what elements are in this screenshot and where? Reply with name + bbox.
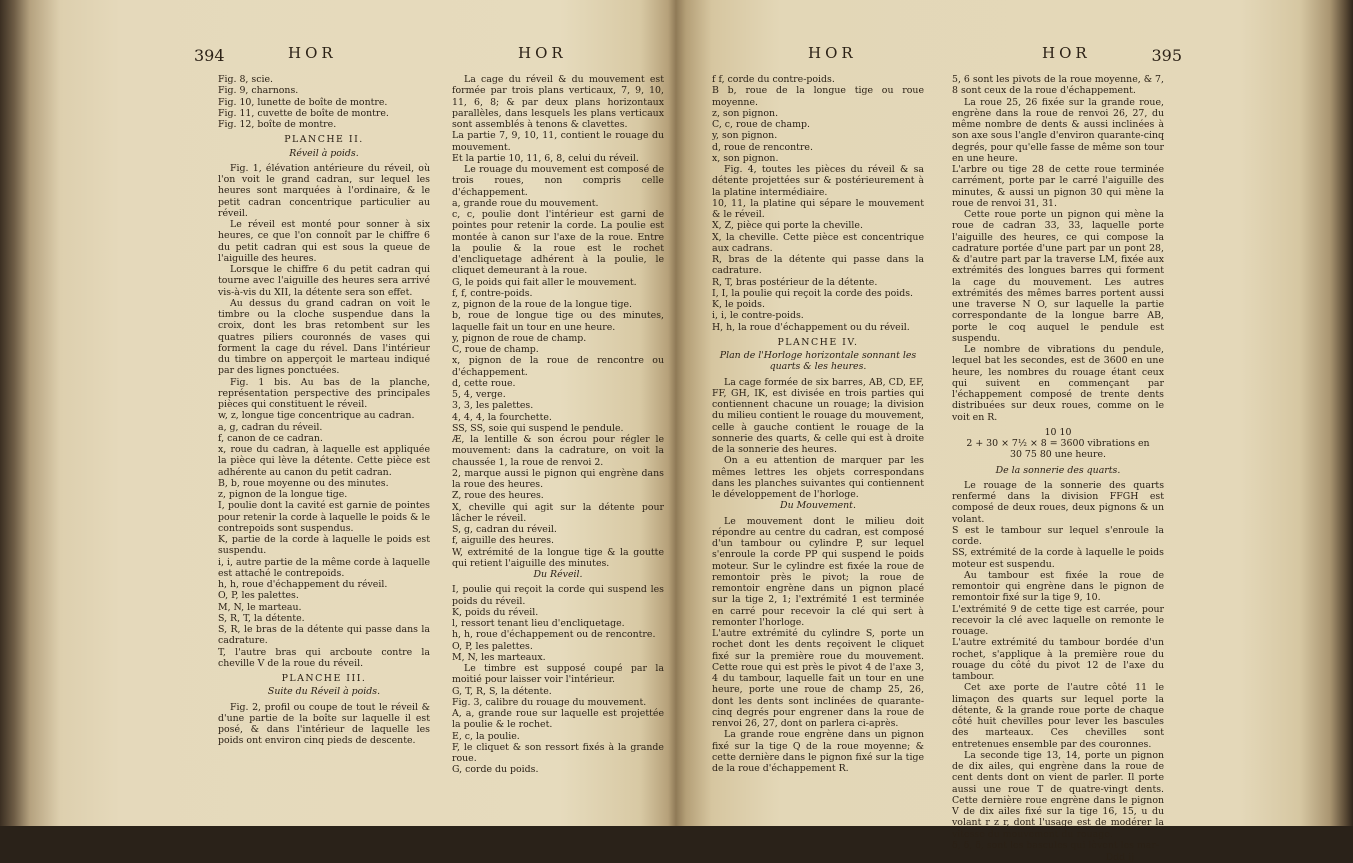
text-line: De la sonnerie des quarts. <box>995 464 1121 476</box>
text-line: M, N, le marteau. <box>218 601 302 613</box>
text-line: Le rouage du mouvement est composé de trois roues, non compris celle d'échappement. <box>452 164 664 198</box>
left-running-head <box>194 44 666 74</box>
formula-top: 10 10 <box>1044 426 1072 438</box>
vibration-formula <box>952 427 1164 461</box>
text-line: M, N, les marteaux. <box>452 651 546 663</box>
text-line: 4, 4, 4, la fourchette. <box>452 411 552 423</box>
right-running-head <box>712 44 1182 74</box>
text-line: On a eu attention de marquer par les mêmes lettres les objets correspondans dans les planches suivantes qui contiennent le développement de l'horloge. <box>712 455 924 500</box>
text-line: B, b, roue moyenne ou des minutes. <box>218 477 389 489</box>
text-line: 10, 11, la platine qui sépare le mouvement & le réveil. <box>712 197 924 220</box>
text-line: 3, 3, les palettes. <box>452 400 534 412</box>
text-line: Z, roue des heures. <box>452 490 544 502</box>
text-line: Le mouvement dont le milieu doit répondre au centre du cadran, est composé d'un tambour ou cylindre P, sur lequel s'enroule la corde PP qui suspend le poids moteur. Sur le cylindre est fixée la roue de remontoir près le pivot; la roue de remontoir engrène dans un pignon placé sur la tige 2, 1; l'extrémité 1 est terminée en carré pour recevoir la clé qui sert à remonter l'horloge. <box>712 515 924 628</box>
text-line: Fig. 9, charnons. <box>218 85 299 97</box>
text-line: x, roue du cadran, à laquelle est appliquée la pièce qui lève la détente. Cette pièce est adhérente au canon du petit cadran. <box>218 444 430 478</box>
text-line: Plan de l'Horloge horizontale sonnant les quarts & les heures. <box>719 350 917 373</box>
text-line: L'arbre ou tige 28 de cette roue terminée carrément, porte par le carré l'aiguille des minutes, & aussi un pignon 30 qui mène la roue de renvoi 31, 31. <box>952 164 1164 209</box>
text-line: f f, corde du contre-poids. <box>712 74 835 85</box>
text-line: W, extrémité de la longue tige & la goutte qui retient l'aiguille des minutes. <box>452 546 664 569</box>
text-line: y, pignon de roue de champ. <box>452 332 587 344</box>
text-line: Æ, la lentille & son écrou pour régler le mouvement: dans la cadrature, on voit la chaussée 1, la roue de renvoi 2. <box>452 434 664 468</box>
text-line: 2, marque aussi le pignon qui engrène dans la roue des heures. <box>452 467 664 490</box>
text-line: δ, δ, δ, sont les bascules qui lèvent les mar- <box>952 839 1160 851</box>
text-line: PLANCHE III. <box>281 673 367 684</box>
text-line: f, canon de ce cadran. <box>218 432 323 444</box>
text-line: La partie 7, 9, 10, 11, contient le rouage du mouvement. <box>452 130 664 153</box>
text-line: Fig. 11, cuvette de boîte de montre. <box>218 107 389 119</box>
text-line: SS, extrémité de la corde à laquelle le poids moteur est suspendu. <box>952 547 1164 570</box>
text-line: La grande roue engrène dans un pignon fixé sur la tige Q de la roue moyenne; & cette dernière dans le pignon fixé sur la tige de la roue d'échappement R. <box>712 729 924 774</box>
text-line: f, aiguille des heures. <box>452 535 555 547</box>
text-line: z, pignon de la longue tige. <box>218 489 348 500</box>
text-line: L'extrémité 9 de cette tige est carrée, pour recevoir la clé avec laquelle on remonte le rouage. <box>952 603 1164 637</box>
text-line: d, cette roue. <box>452 377 516 389</box>
text-line: I, I, la poulie qui reçoit la corde des poids. <box>712 287 914 299</box>
left-page-number: 394 <box>194 46 225 65</box>
text-line: G, T, R, S, la détente. <box>452 685 552 697</box>
text-line: SS, SS, soie qui suspend le pendule. <box>452 422 624 434</box>
text-line: S, g, cadran du réveil. <box>452 524 557 535</box>
text-line: F, le cliquet & son ressort fixés à la grande roue. <box>452 741 664 764</box>
text-line: G, corde du poids. <box>452 764 539 776</box>
text-line: c, c, poulie dont l'intérieur est garni de pointes pour retenir la corde. La poulie est montée à canon sur l'axe de la roue. Entre la poulie & la roue est le rochet d'encliquetage adhérent à la poulie, le cliquet demeurant à la roue. <box>452 209 664 277</box>
formula-main: 2 + 30 × 7½ × 8 = 3600 vibrations en <box>966 438 1150 449</box>
text-line: i, i, le contre-poids. <box>712 310 804 322</box>
text-line: PLANCHE IV. <box>777 336 859 348</box>
text-line: O, P, les palettes. <box>452 640 533 652</box>
right-column-1 <box>712 74 924 774</box>
text-line: z, son pignon. <box>712 107 779 119</box>
left-head-1: HOR <box>288 44 337 62</box>
text-line: C, c, roue de champ. <box>712 119 810 130</box>
text-line: 5, 4, verge. <box>452 389 506 400</box>
text-line: X, la cheville. Cette pièce est concentrique aux cadrans. <box>712 231 924 254</box>
text-line: C, roue de champ. <box>452 344 539 355</box>
text-line: Suite du Réveil à poids. <box>267 686 381 698</box>
text-line: Au dessus du grand cadran on voit le timbre ou la cloche suspendue dans la croix, dont les bras retombent sur les quatres piliers couronnés de vases qui forment la cage du rével. Dans l'intérieur du timbre on apperçoit le marteau indiqué par des lignes ponctuées. <box>218 297 430 377</box>
text-line: K, le poids. <box>712 299 765 310</box>
text-line: PLANCHE II. <box>284 134 364 146</box>
text-line: w, z, longue tige concentrique au cadran. <box>218 410 415 422</box>
text-line: Fig. 10, lunette de boîte de montre. <box>218 96 388 108</box>
text-line: l, ressort tenant lieu d'encliquetage. <box>452 618 625 629</box>
text-line: R, bras de la détente qui passe dans la cadrature. <box>712 254 924 277</box>
text-line: Le timbre est supposé coupé par la moitié pour laisser voir l'intérieur. <box>452 663 664 686</box>
text-line: A, a, grande roue sur laquelle est projettée la poulie & le rochet. <box>452 708 664 731</box>
text-line: I, poulie dont la cavité est garnie de pointes pour retenir la corde à laquelle le poids & le contrepoids sont suspendus. <box>218 500 430 534</box>
text-line: La roue 25, 26 fixée sur la grande roue, engrène dans la roue de renvoi 26, 27, du même nombre de dents & aussi inclinées à son axe sous l'angle d'environ quarante-cinq degrés, pour qu'elle fasse de même son tour en une heure. <box>952 96 1165 164</box>
text-line: G, le poids qui fait aller le mouvement. <box>452 276 637 288</box>
text-line: H, h, la roue d'échappement ou du réveil. <box>712 321 910 333</box>
text-line: x, son pignon. <box>712 152 779 164</box>
text-line: d, roue de rencontre. <box>712 141 813 153</box>
text-line: K, partie de la corde à laquelle le poids est suspendu. <box>218 534 430 557</box>
text-line: Fig. 2, profil ou coupe de tout le réveil & d'une partie de la boîte sur laquelle il est posé, & dans l'intérieur de laquelle les poids ont environ cinq pieds de descente. <box>218 701 430 747</box>
left-column-2 <box>452 74 664 776</box>
text-line: S, R, le bras de la détente qui passe dans la cadrature. <box>218 624 430 647</box>
text-line: S, R, T, la détente. <box>218 612 305 624</box>
text-line: a, grande roue du mouvement. <box>452 197 599 209</box>
text-line: i, i, autre partie de la même corde à laquelle est attaché le contrepoids. <box>218 556 430 579</box>
text-line: S est le tambour sur lequel s'enroule la corde. <box>952 524 1164 547</box>
right-column-2 <box>952 74 1164 863</box>
text-line: La cage du réveil & du mouvement est formée par trois plans verticaux, 7, 9, 10, 11, 6, 8; & par deux plans horizontaux parallèles, dans lesquels les plans verticaux sont assemblés à tenons & clavettes. <box>452 74 664 130</box>
text-line: K, poids du réveil. <box>452 606 539 618</box>
text-line: Fig. 3, calibre du rouage du mouvement. <box>452 696 647 708</box>
text-line: y, son pignon. <box>712 130 778 142</box>
text-line: Et la partie 10, 11, 6, 8, celui du réveil. <box>452 152 639 164</box>
text-line: Le nombre de vibrations du pendule, lequel bat les secondes, est de 3600 en une heure, les nombres du rouage étant ceux qui suivent en commençant par l'échappement composé de trente dents distribuées sur deux roues, comme on le voit en R. <box>952 344 1164 423</box>
text-line: La seconde tige 13, 14, porte un pignon de dix ailes, qui engrène dans la roue de cent dents dont on vient de parler. Il porte aussi une roue T de quatre-vingt dents. Cette dernière roue engrène dans le pignon V de dix ailes fixé sur la tige 16, 15, u du volant r z r, dont l'usage est de modérer la vitesse du mouvement du rouage. <box>952 749 1164 840</box>
text-line: X, Z, pièce qui porte la cheville. <box>712 220 863 232</box>
text-line: Cet axe porte de l'autre côté 11 le limaçon des quarts sur lequel porte la détente, & la grande roue porte de chaque côté huit chevilles pour lever les bascules des marteaux. Ces chevilles sont entretenues ensemble par des couronnes. <box>952 682 1164 750</box>
text-line: Fig. 1, élévation antérieure du réveil, où l'on voit le grand cadran, sur lequel les heures sont marquées à l'ordinaire, & le petit cadran concentrique particulier au réveil. <box>218 162 430 219</box>
right-page-number: 395 <box>1151 46 1182 65</box>
right-head-1: HOR <box>808 44 857 62</box>
text-line: h, h, roue d'échappement ou de rencontre. <box>452 629 656 641</box>
text-line: b, roue de longue tige ou des minutes, laquelle fait un tour en une heure. <box>452 310 664 333</box>
text-line: O, P, les palettes. <box>218 590 299 602</box>
text-line: L'autre extrémité du tambour bordée d'un rochet, s'applique à la première roue du rouage du côté du pivot 12 de l'axe du tambour. <box>952 637 1164 682</box>
text-line: Fig. 4, toutes les pièces du réveil & sa détente projettées sur & postérieurement à la platine intermédiaire. <box>712 164 924 198</box>
text-line: Lorsque le chiffre 6 du petit cadran qui tourne avec l'aiguille des heures sera arrivé vis-à-vis du XII, la détente sera son effet. <box>218 264 430 298</box>
left-column-1 <box>218 74 430 747</box>
text-line: h, h, roue d'échappement du réveil. <box>218 579 388 590</box>
text-line: E, c, la poulie. <box>452 730 520 742</box>
formula-bottom: 30 75 80 une heure. <box>1010 449 1106 461</box>
text-line: f, f, contre-poids. <box>452 287 533 299</box>
text-line: La cage formée de six barres, AB, CD, EF, FF, GH, IK, est divisée en trois parties qui contiennent chacune un rouage; la division du milieu contient le rouage du mouvement, celle à gauche contient le rouage de la sonnerie des quarts, & celle qui est à droite de la sonnerie des heures. <box>712 376 924 455</box>
text-line: Fig. 8, scie. <box>218 74 273 85</box>
text-line: B b, roue de la longue tige ou roue moyenne. <box>712 85 924 108</box>
text-line: T, l'autre bras qui arcboute contre la cheville V de la roue du réveil. <box>218 646 430 669</box>
text-line: Cette roue porte un pignon qui mène la roue de cadran 33, 33, laquelle porte l'aiguille des heures, ce qui compose la cadrature portée d'une part par un pont 28, & d'autre part par la traverse LM, fixée aux extrémités des longues barres qui forment la cage du mouvement. Les autres extrémités des mêmes barres portent aussi une traverse N O, sur laquelle la partie correspondante de la longue barre AB, porte le coq auquel le pendule est suspendu. <box>952 209 1164 344</box>
text-line: z, pignon de la roue de la longue tige. <box>452 299 633 310</box>
text-line: Au tambour est fixée la roue de remontoir qui engrène dans le pignon de remontoir fixé sur la tige 9, 10. <box>952 569 1164 604</box>
signature-mark: Ddd ij <box>1105 852 1134 863</box>
text-line: Réveil à poids. <box>289 147 359 159</box>
text-line: 5, 6 sont les pivots de la roue moyenne, & 7, 8 sont ceux de la roue d'échappement. <box>952 74 1164 97</box>
right-head-2: HOR <box>1042 44 1091 62</box>
text-line: Du Réveil. <box>533 569 583 580</box>
text-line: Fig. 1 bis. Au bas de la planche, représentation perspective des principales pièces qui constituent le réveil. <box>218 376 430 410</box>
text-line: L'autre extrémité du cylindre S, porte un rochet dont les dents reçoivent le cliquet fixé sur la première roue du mouvement. Cette roue qui est près le pivot 4 de l'axe 3, 4 du tambour, laquelle fait un tour en une heure, porte une roue de champ 25, 26, dont les dents sont inclinées de quarante-cinq degrés pour engrener dans la roue de renvoi 26, 27, dont on parlera ci-après. <box>712 628 924 729</box>
text-line: Fig. 12, boîte de montre. <box>218 119 337 130</box>
text-line: Du Mouvement. <box>780 500 856 512</box>
text-line: R, T, bras postérieur de la détente. <box>712 276 878 288</box>
text-line: a, g, cadran du réveil. <box>218 421 323 433</box>
text-line: I, poulie qui reçoit la corde qui suspend les poids du réveil. <box>452 584 664 607</box>
text-line: Le réveil est monté pour sonner à six heures, ce que l'on connoît par le chiffre 6 du petit cadran qui est sous la queue de l'aiguille des heures. <box>218 219 430 264</box>
text-line: x, pignon de la roue de rencontre ou d'échappement. <box>452 355 664 378</box>
text-line: X, cheville qui agit sur la détente pour lâcher le réveil. <box>452 501 664 524</box>
text-line: Le rouage de la sonnerie des quarts renfermé dans la division FFGH est composé de deux roues, deux pignons & un volant. <box>952 479 1164 525</box>
left-head-2: HOR <box>518 44 567 62</box>
